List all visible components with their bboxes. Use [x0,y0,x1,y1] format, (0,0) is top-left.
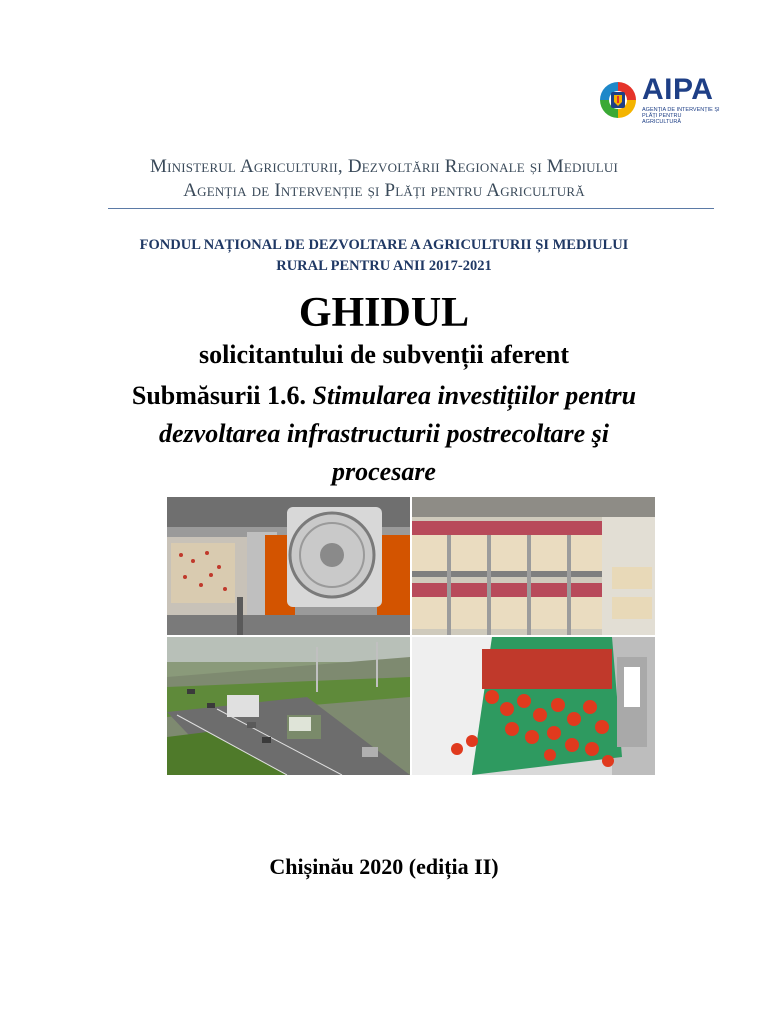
publication-place-year: Chișinău 2020 (ediția II) [269,854,499,879]
submeasure-name-part3: procesare [332,457,436,486]
photo-storage-warehouse [412,497,655,635]
header-divider [108,208,714,209]
logo-name: AIPA [642,73,714,106]
photo-conveyor-processing [167,497,410,635]
document-title: GHIDUL [298,290,470,336]
aipa-logo [598,73,720,125]
submeasure-name-part2: dezvoltarea infrastructurii postrecoltare şi [159,419,609,448]
subtitle-line3 [0,419,768,449]
photo-highway-transport [167,637,410,775]
fund-title-line1: FONDUL NAȚIONAL DE DEZVOLTARE A AGRICULTURII ȘI MEDIULUI [139,237,629,253]
submeasure-number: Submăsurii 1.6. [131,381,313,410]
subtitle-line1: solicitantului de subvenții aferent [198,340,570,369]
ministry-name: Ministerul Agriculturii, Dezvoltării Regionale și Mediului [150,156,618,177]
aipa-emblem-icon [598,80,638,120]
photo-pepper-sorting [412,637,655,775]
fund-title-line2: RURAL PENTRU ANII 2017-2021 [276,258,492,274]
submeasure-name-part1: Stimularea investițiilor pentru [312,381,637,410]
logo-subtitle: AGENȚIA DE INTERVENȚIE ȘI PLĂȚI PENTRU AGRICULTURĂ [642,107,720,125]
agency-name: Agenția de Intervenție și Plăți pentru Agricultură [183,180,585,201]
subtitle-line2 [0,381,768,411]
subtitle-line4 [0,457,768,487]
